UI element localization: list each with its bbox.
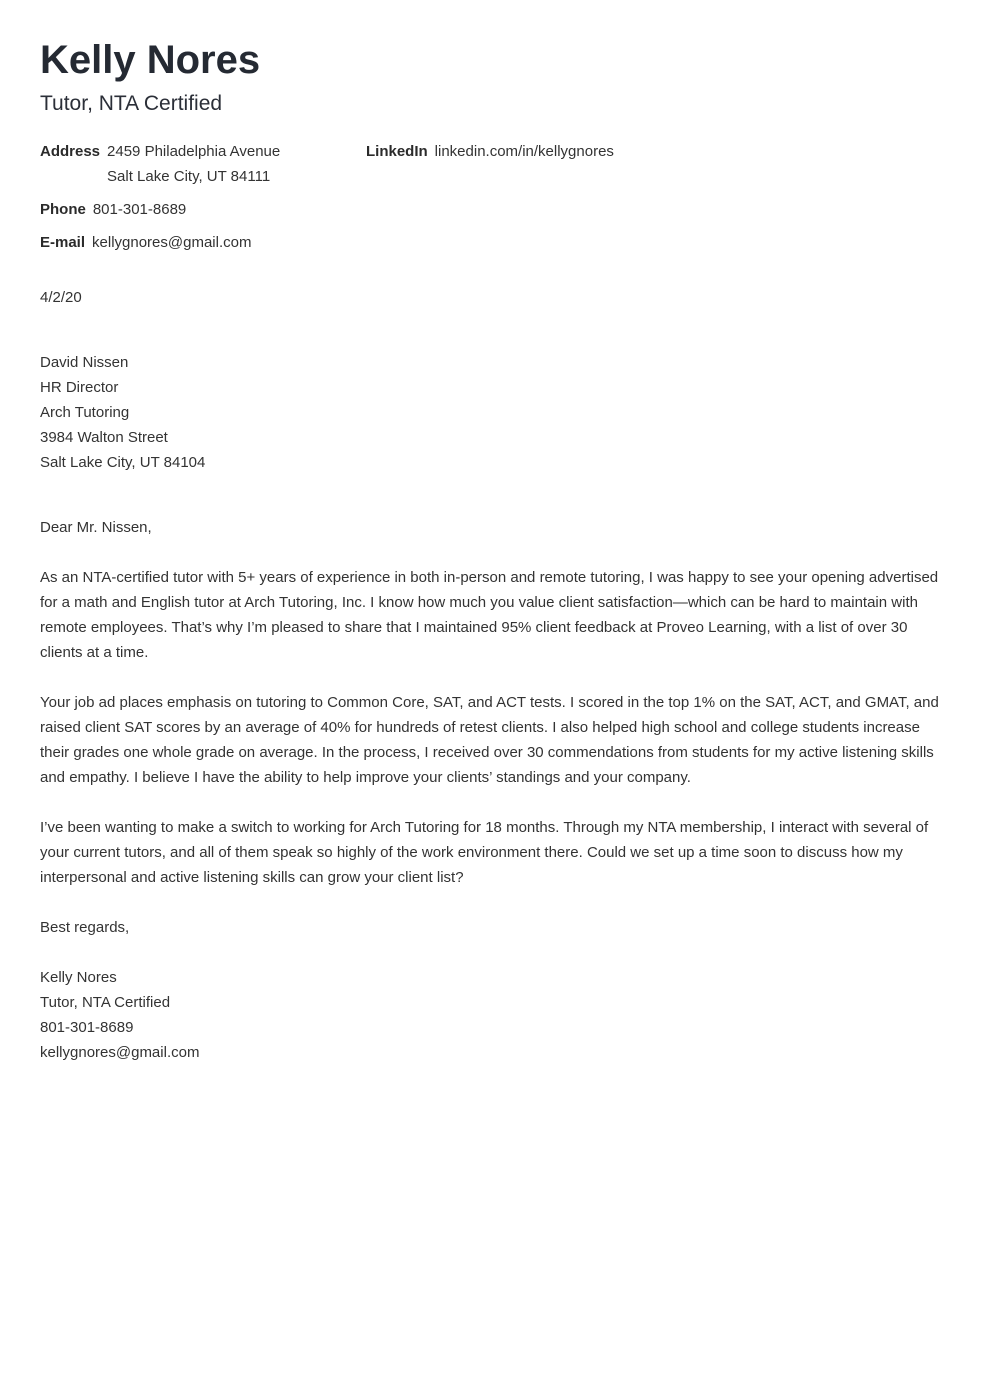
signature-phone: 801-301-8689 [40,1019,134,1036]
address-label: Address [40,143,101,160]
body-paragraph-1: As an NTA-certified tutor with 5+ years of experience in both in-person and remote tutoring, I was happy to see your opening advertised for a math and English tutor at Arch Tutoring, Inc. I know how much you value client satisfaction—which can be hard to maintain with remote employees. That’s why I’m pleased to share that I maintained 95% client feedback at Proveo Learning, with a list of over 30 clients at a time. [40,569,939,661]
applicant-name: Kelly Nores [40,38,261,82]
linkedin-link[interactable]: linkedin.com/in/kellygnores [434,143,614,160]
email-label: E-mail [40,234,86,251]
recipient-company: Arch Tutoring [40,404,130,421]
recipient-role: HR Director [40,379,119,396]
applicant-title: Tutor, NTA Certified [40,92,223,115]
letter-date: 4/2/20 [40,289,82,306]
signature-title: Tutor, NTA Certified [40,994,171,1011]
body-paragraph-3: I’ve been wanting to make a switch to working for Arch Tutoring for 18 months. Through my NTA membership, I interact with several of your current tutors, and all of them speak so highly of the work environment there. Could we set up a time soon to discuss how my interpersonal and active listening skills can grow your client list? [40,819,929,886]
phone-label: Phone [40,201,86,218]
body-paragraph-2: Your job ad places emphasis on tutoring to Common Core, SAT, and ACT tests. I scored in the top 1% on the SAT, ACT, and GMAT, and raised client SAT scores by an average of 40% for hundreds of retest clients. I also helped high school and college students increase their grades one whole grade on average. In the process, I received over 30 commendations from students for my active listening skills and empathy. I believe I have the ability to help improve your clients’ standings and your company. [40,694,939,786]
address-line-2: Salt Lake City, UT 84111 [107,168,271,185]
contact-address [40,139,280,189]
salutation: Dear Mr. Nissen, [40,519,152,536]
recipient-name: David Nissen [40,354,129,371]
closing: Best regards, [40,919,130,936]
email-link[interactable]: kellygnores@gmail.com [92,234,252,251]
linkedin-label: LinkedIn [366,143,428,160]
phone-value: 801-301-8689 [92,201,187,218]
contact-linkedin [366,139,614,164]
signature-email: kellygnores@gmail.com [40,1044,200,1061]
recipient-block [40,350,205,475]
contact-phone [40,197,186,222]
address-value [107,139,280,189]
recipient-street: 3984 Walton Street [40,429,168,446]
signature-name: Kelly Nores [40,969,117,986]
address-line-1: 2459 Philadelphia Avenue [107,143,281,160]
contact-email [40,230,251,255]
signature-block [40,965,199,1065]
recipient-city: Salt Lake City, UT 84104 [40,454,206,471]
